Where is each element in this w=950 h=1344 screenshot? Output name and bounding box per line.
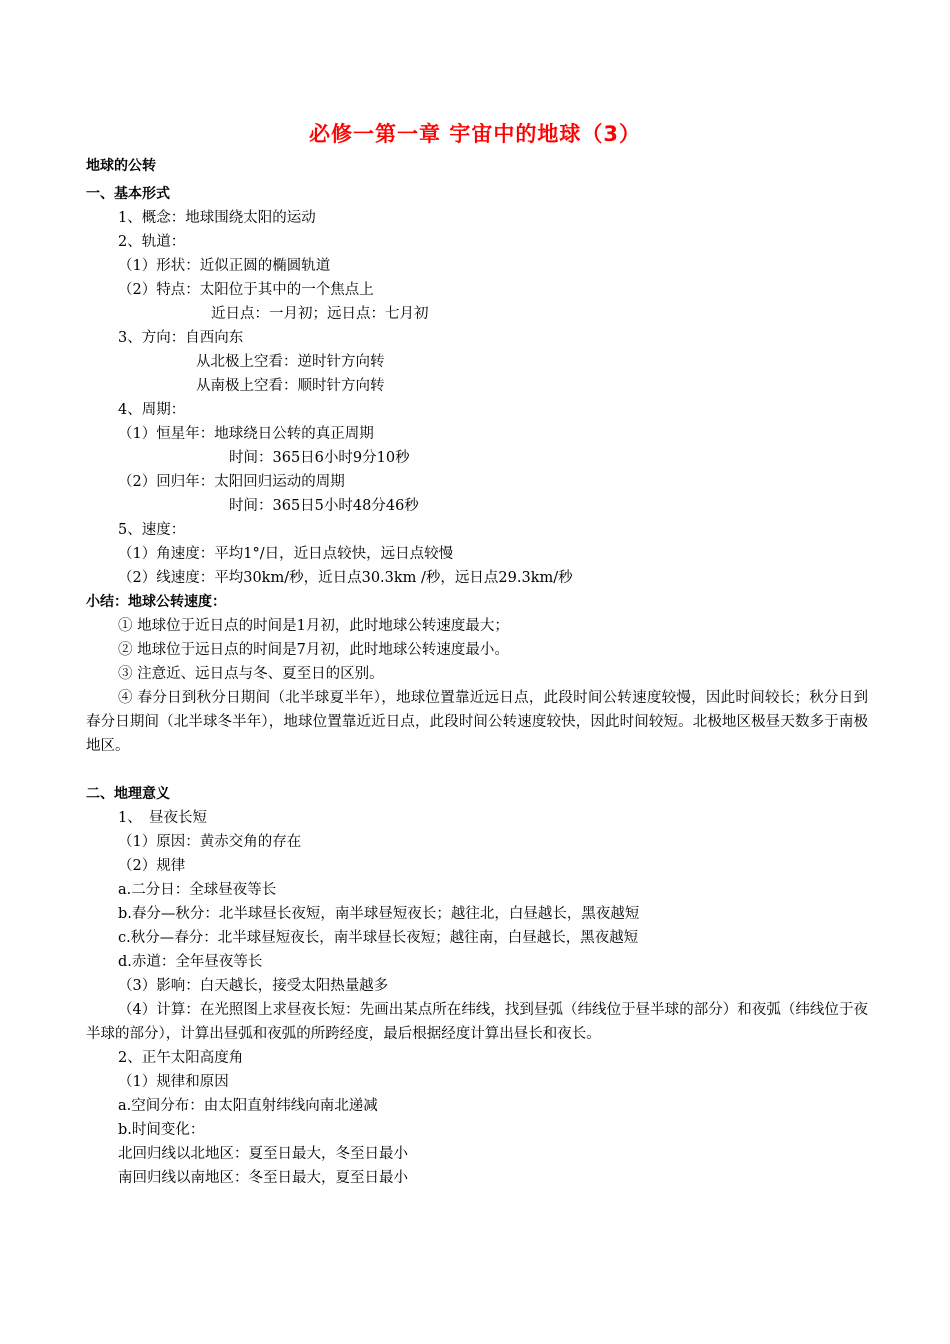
text-line: （1）规律和原因 bbox=[118, 1074, 229, 1090]
text-line: 1、 昼夜长短 bbox=[118, 810, 207, 826]
text-line: 3、方向：自西向东 bbox=[118, 330, 244, 346]
text-line: 时间：365日6小时9分10秒 bbox=[229, 450, 410, 466]
section-heading-revolution: 地球的公转 bbox=[86, 158, 156, 174]
text-line: 从南极上空看：顺时针方向转 bbox=[196, 378, 385, 394]
calculation-paragraph: （4）计算：在光照图上求昼夜长短：先画出某点所在纬线，找到昼弧（纬线位于昼半球的部分）和夜弧（纬线位于夜半球的部分），计算出昼弧和夜弧的所跨经度，最后根据经度计算出昼长和夜长。 bbox=[86, 1002, 868, 1042]
text-line: （1）恒星年：地球绕日公转的真正周期 bbox=[118, 426, 374, 442]
text-line: ① 地球位于近日点的时间是1月初，此时地球公转速度最大； bbox=[118, 618, 509, 634]
text-line: 时间：365日5小时48分46秒 bbox=[229, 498, 419, 514]
text-line: 近日点：一月初；远日点：七月初 bbox=[211, 306, 429, 322]
text-line: （2）规律 bbox=[118, 858, 186, 874]
text-line: 4、周期： bbox=[118, 402, 186, 418]
text-line: ② 地球位于远日点的时间是7月初，此时地球公转速度最小。 bbox=[118, 642, 509, 658]
heading-basic-form: 一、基本形式 bbox=[86, 186, 170, 202]
text-line: 2、轨道： bbox=[118, 234, 186, 250]
text-line: （2）特点：太阳位于其中的一个焦点上 bbox=[118, 282, 374, 298]
text-line: （1）原因：黄赤交角的存在 bbox=[118, 834, 302, 850]
text-line: 北回归线以北地区：夏至日最大，冬至日最小 bbox=[118, 1146, 408, 1162]
heading-geographic-significance: 二、地理意义 bbox=[86, 786, 170, 802]
text-line: 2、正午太阳高度角 bbox=[118, 1050, 244, 1066]
text-line: a.空间分布：由太阳直射纬线向南北递减 bbox=[118, 1098, 378, 1114]
text-line: ③ 注意近、远日点与冬、夏至日的区别。 bbox=[118, 666, 384, 682]
text-line: （1）角速度：平均1°/日，近日点较快，远日点较慢 bbox=[118, 546, 454, 562]
text-line: 从北极上空看：逆时针方向转 bbox=[196, 354, 385, 370]
text-line: c.秋分—春分：北半球昼短夜长，南半球昼长夜短；越往南，白昼越长，黑夜越短 bbox=[118, 930, 639, 946]
page-title: 必修一第一章 宇宙中的地球（3） bbox=[309, 122, 641, 146]
text-line: d.赤道：全年昼夜等长 bbox=[118, 954, 263, 970]
text-line: （2）回归年：太阳回归运动的周期 bbox=[118, 474, 345, 490]
text-line: （2）线速度：平均30km/秒，近日点30.3km /秒，远日点29.3km/秒 bbox=[118, 570, 573, 586]
summary-paragraph: ④ 春分日到秋分日期间（北半球夏半年），地球位置靠近远日点，此段时间公转速度较慢，因此时间较长；秋分日到春分日期间（北半球冬半年），地球位置靠近近日点，此段时间公转速度较快，因此时间较短。北极地区极昼天数多于南极地区。 bbox=[86, 690, 868, 754]
text-line: b.春分—秋分：北半球昼长夜短，南半球昼短夜长；越往北，白昼越长，黑夜越短 bbox=[118, 906, 640, 922]
heading-summary: 小结：地球公转速度： bbox=[86, 594, 226, 610]
text-line: 5、速度： bbox=[118, 522, 186, 538]
text-line: （1）形状：近似正圆的椭圆轨道 bbox=[118, 258, 331, 274]
text-line: （3）影响：白天越长，接受太阳热量越多 bbox=[118, 978, 389, 994]
text-line: 南回归线以南地区：冬至日最大，夏至日最小 bbox=[118, 1170, 408, 1186]
text-line: a.二分日：全球昼夜等长 bbox=[118, 882, 277, 898]
text-line: b.时间变化： bbox=[118, 1122, 205, 1138]
text-line: 1、概念：地球围绕太阳的运动 bbox=[118, 210, 316, 226]
